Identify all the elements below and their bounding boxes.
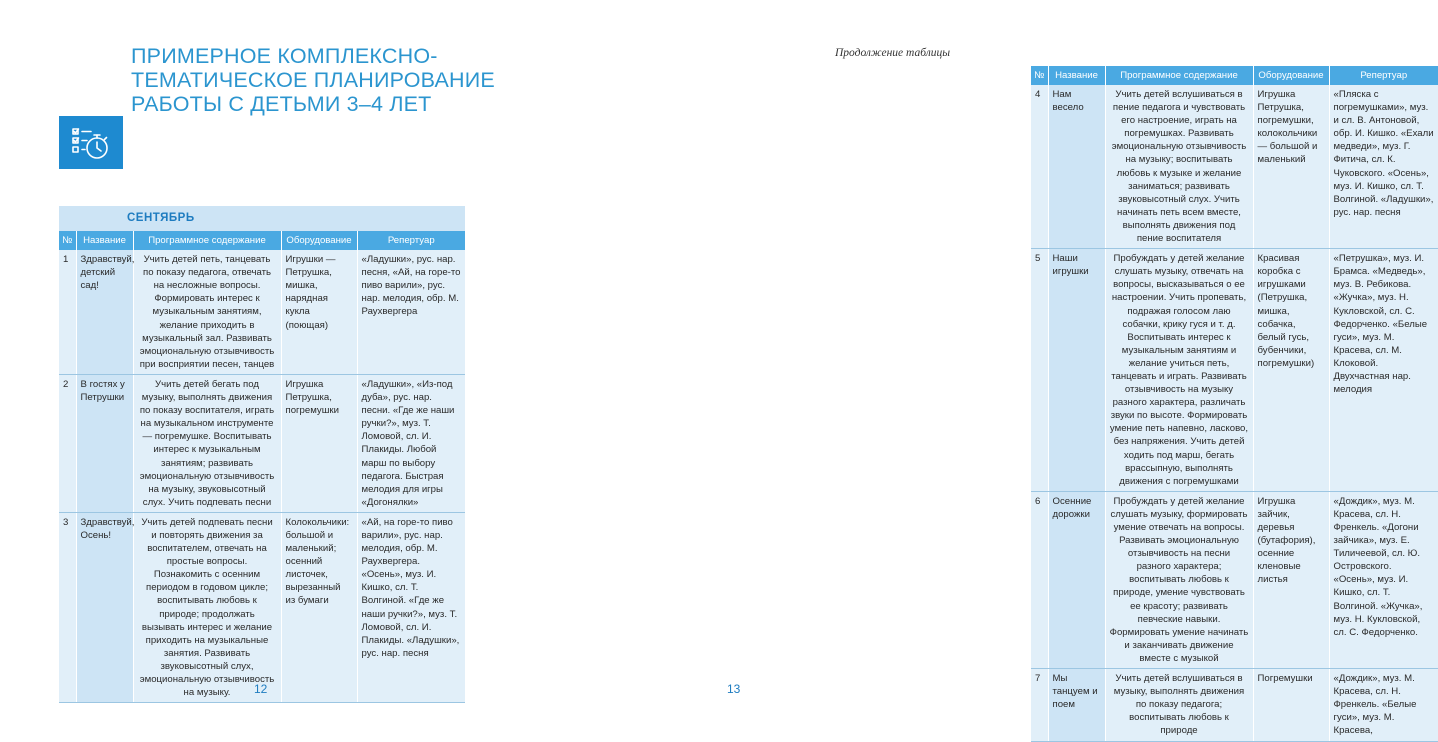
col-name-header: Название [76,231,133,250]
table-row [1031,669,1438,741]
col-repertoire-header: Репертуар [1329,66,1438,85]
row-equipment: Игрушка Петрушка, погремушки, колокольчики — большой и маленький [1253,85,1329,249]
row-num: 3 [59,512,76,702]
table-row [1031,249,1438,492]
left-plan-table [59,206,465,703]
col-num-header: № [59,231,76,250]
table-row [59,512,465,702]
row-num: 7 [1031,669,1048,741]
row-content: Учить детей вслушиваться в музыку, выполнять движения по показу педагога; воспитывать любовь к природе [1105,669,1253,741]
col-num-header: № [1031,66,1048,85]
col-repertoire-header: Репертуар [357,231,465,250]
row-content: Учить детей вслушиваться в пение педагога и чувствовать его настроение, играть на погремушках. Развивать эмоциональную отзывчивость на музыку; воспитывать любовь к музыке и желание заниматься; развивать звуковысотный слух. Учить начинать петь всем вместе, выполнять движения под пение воспитателя [1105,85,1253,249]
table-header-row [1031,66,1438,85]
row-content: Пробуждать у детей желание слушать музыку, формировать умение отвечать на вопросы. Развивать эмоциональную отзывчивость на песни разного характера; воспитывать любовь к природе, умение чувствовать ее красоту; развивать певческие навыки. Формировать умение начинать и заканчивать движение вместе с музыкой [1105,491,1253,668]
row-repertoire: «Дождик», муз. М. Красева, сл. Н. Френкель. «Догони зайчика», муз. Е. Тиличеевой, сл. Ю. Островского. «Осень», муз. И. Кишко, сл. Т. Волгиной. «Жучка», муз. Н. Кукловской, сл. С. Федорченко. [1329,491,1438,668]
row-repertoire: «Ладушки», «Из-под дуба», рус. нар. песни. «Где же наши ручки?», муз. Т. Ломовой, сл. И. Плакиды. Любой марш по выбору педагога. Быстрая мелодия для игры «Догонялки» [357,374,465,512]
row-equipment: Игрушка Петрушка, погремушки [281,374,357,512]
table-header-row [59,231,465,250]
col-content-header: Программное содержание [1105,66,1253,85]
row-equipment: Колокольчики: большой и маленький; осенний листочек, вырезанный из бумаги [281,512,357,702]
row-num: 6 [1031,491,1048,668]
row-equipment: Игрушка зайчик, деревья (бутафория), осенние кленовые листья [1253,491,1329,668]
right-page [500,0,1434,737]
row-name: Мы танцуем и поем [1048,669,1105,741]
page-title [131,44,495,116]
row-repertoire: «Ладушки», рус. нар. песня, «Ай, на горе-то пиво варили», рус. нар. мелодия, обр. М. Раухвергера [357,250,465,374]
title-line-1: ПРИМЕРНОЕ КОМПЛЕКСНО- [131,44,438,68]
row-content: Учить детей петь, танцевать по показу педагога, отвечать на несложные вопросы. Формировать интерес к музыкальным занятиям, желание приходить в музыкальный зал. Развивать эмоциональную отзывчивость при восприятии песен, танцев [133,250,281,374]
row-name: В гостях у Петрушки [76,374,133,512]
title-line-2: ТЕМАТИЧЕСКОЕ ПЛАНИРОВАНИЕ [131,68,495,92]
row-num: 1 [59,250,76,374]
left-page [0,0,500,736]
checklist-stopwatch-icon [59,116,123,169]
row-num: 5 [1031,249,1048,492]
col-name-header: Название [1048,66,1105,85]
row-name: Наши игрушки [1048,249,1105,492]
row-num: 2 [59,374,76,512]
row-repertoire: «Петрушка», муз. И. Брамса. «Медведь», муз. В. Ребикова. «Жучка», муз. Н. Кукловской, сл. С. Федорченко. «Белые гуси», муз. М. Красева, сл. М. Клоковой. Двухчастная нар. мелодия [1329,249,1438,492]
col-equipment-header: Оборудование [1253,66,1329,85]
row-repertoire: «Дождик», муз. М. Красева, сл. Н. Френкель. «Белые гуси», муз. М. Красева, [1329,669,1438,741]
right-plan-table [1031,66,1438,742]
row-equipment: Игрушки — Петрушка, мишка, нарядная кукла (поющая) [281,250,357,374]
row-content: Пробуждать у детей желание слушать музыку, отвечать на вопросы, высказываться о ее настроении. Учить пропевать, подражая голосом лаю собачки, крику гуся и т. д. Воспитывать интерес к музыкальным занятиям и желание учиться петь, танцевать и играть. Развивать отзывчивость на музыку разного характера, различать звуки по высоте. Формировать умение петь напевно, ласково, без напряжения. Учить детей ходить под марш, бегать врассыпную, выполнять движения с погремушками [1105,249,1253,492]
col-equipment-header: Оборудование [281,231,357,250]
row-equipment: Погремушки [1253,669,1329,741]
table-row [1031,491,1438,668]
col-content-header: Программное содержание [133,231,281,250]
month-row [59,206,465,231]
title-line-3: РАБОТЫ С ДЕТЬМИ 3–4 ЛЕТ [131,92,432,116]
section-badge [59,116,123,169]
continuation-note: Продолжение таблицы [834,47,950,59]
row-num: 4 [1031,85,1048,249]
row-name: Осенние дорожки [1048,491,1105,668]
row-content: Учить детей подпевать песни и повторять движения за воспитателем, отвечать на простые вопросы. Познакомить с осенним периодом в годовом цикле; воспитывать любовь к природе; продолжать вызывать интерес и желание приходить на музыкальные занятия. Развивать звуковысотный слух, эмоциональную отзывчивость на музыку. [133,512,281,702]
table-row [59,250,465,374]
row-equipment: Красивая коробка с игрушками (Петрушка, мишка, собачка, белый гусь, бубенчики, погремушки) [1253,249,1329,492]
page-number: 12 [254,682,268,696]
month-label: СЕНТЯБРЬ [59,206,465,231]
table-row [59,374,465,512]
table-row [1031,85,1438,249]
row-name: Здравствуй, Осень! [76,512,133,702]
row-repertoire: «Ай, на горе-то пиво варили», рус. нар. мелодия, обр. М. Раухвергера. «Осень», муз. И. Кишко, сл. Т. Волгиной. «Где же наши ручки?», муз. Т. Ломовой, сл. И. Плакиды. «Ладушки», рус. нар. песня [357,512,465,702]
row-name: Нам весело [1048,85,1105,249]
row-content: Учить детей бегать под музыку, выполнять движения по показу воспитателя, играть на музыкальном инструменте — погремушке. Воспитывать интерес к музыкальным занятиям; развивать эмоциональную отзывчивость на музыку, звуковысотный слух. Учить подпевать песни [133,374,281,512]
row-repertoire: «Пляска с погремушками», муз. и сл. В. Антоновой, обр. И. Кишко. «Ехали медведи», муз. Г. Фитича, сл. К. Чуковского. «Осень», муз. И. Кишко, сл. Т. Волгиной. «Ладушки», рус. нар. песня [1329,85,1438,249]
row-name: Здравствуй, детский сад! [76,250,133,374]
page-number: 13 [727,682,741,696]
